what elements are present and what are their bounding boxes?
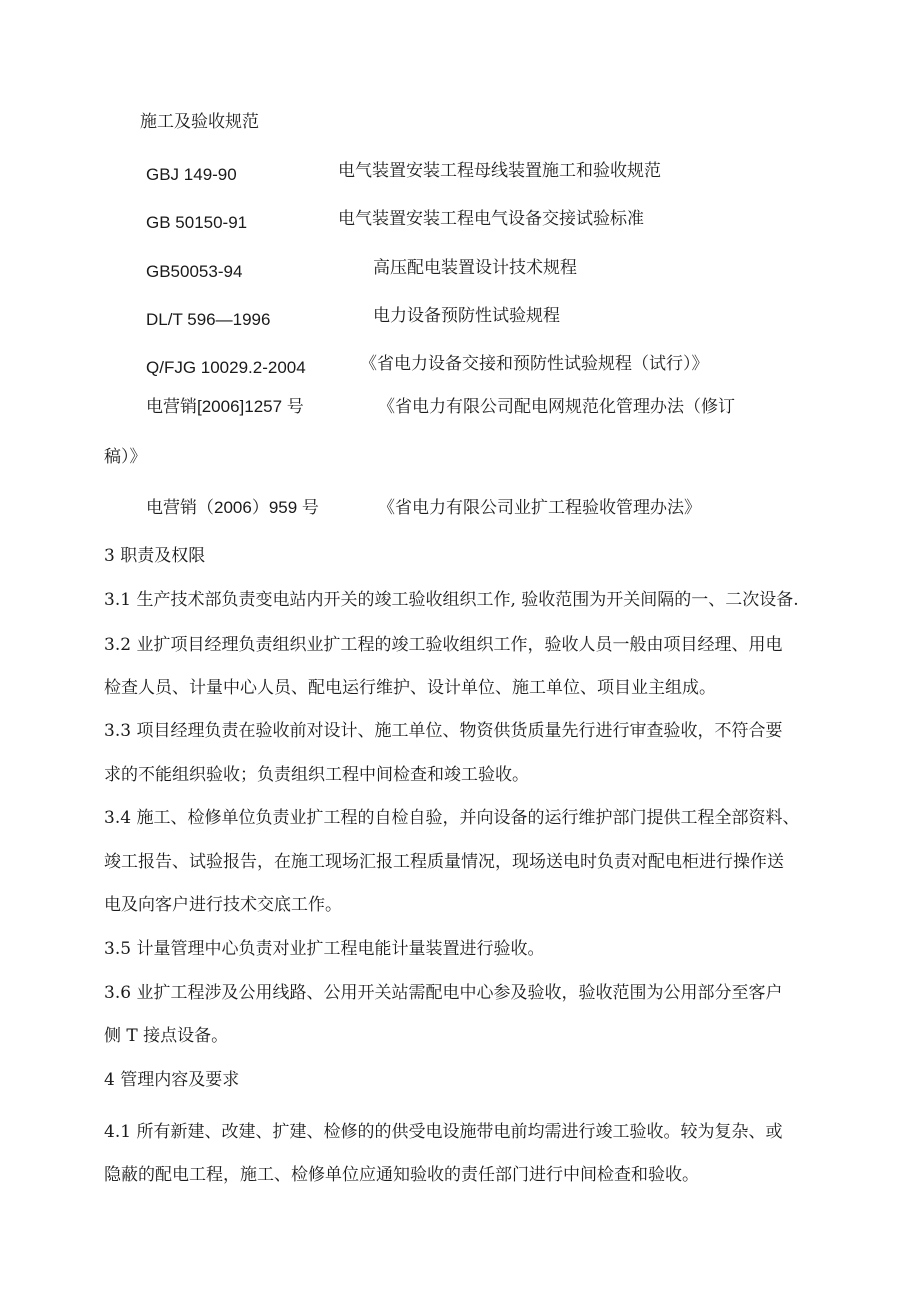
standard-code: 电营销（2006）959 号 xyxy=(146,498,319,517)
paragraph-line: 竣工报告、试验报告，在施工现场汇报工程质量情况，现场送电时负责对配电柜进行操作送 xyxy=(104,852,784,872)
paragraph-line: 电及向客户进行技术交底工作。 xyxy=(104,895,342,915)
section-title: 3 职责及权限 xyxy=(104,546,206,566)
standard-code: DL/T 596—1996 xyxy=(146,310,271,329)
standard-code: GB 50150-91 xyxy=(146,213,248,232)
paragraph-line: 3.1 生产技术部负责变电站内开关的竣工验收组织工作, 验收范围为开关间隔的一、二次设备. xyxy=(104,590,799,610)
standard-title: 《省电力设备交接和预防性试验规程（试行）》 xyxy=(360,354,709,374)
standard-code: 电营销[2006]1257 号 xyxy=(146,397,304,416)
standard-title: 电力设备预防性试验规程 xyxy=(373,306,560,326)
standard-code: Q/FJG 10029.2-2004 xyxy=(146,358,306,377)
standard-title: 《省电力有限公司配电网规范化管理办法（修订 xyxy=(378,397,735,417)
paragraph-line: 求的不能组织验收；负责组织工程中间检查和竣工验收。 xyxy=(104,765,529,785)
standard-title-continuation: 稿）》 xyxy=(104,447,147,467)
paragraph-line: 4.1 所有新建、改建、扩建、检修的的供受电设施带电前均需进行竣工验收。较为复杂、或 xyxy=(104,1122,783,1142)
standard-title: 高压配电装置设计技术规程 xyxy=(373,258,577,278)
standard-title: 《省电力有限公司业扩工程验收管理办法》 xyxy=(378,498,701,518)
paragraph-line: 检查人员、计量中心人员、配电运行维护、设计单位、施工单位、项目业主组成。 xyxy=(104,678,716,698)
standard-title: 电气装置安装工程电气设备交接试验标准 xyxy=(338,209,644,229)
heading-continuation: 施工及验收规范 xyxy=(140,112,259,132)
section-title: 4 管理内容及要求 xyxy=(104,1070,240,1090)
paragraph-line: 3.5 计量管理中心负责对业扩工程电能计量装置进行验收。 xyxy=(104,939,545,959)
paragraph-line: 侧 T 接点设备。 xyxy=(104,1026,229,1046)
standard-code: GBJ 149-90 xyxy=(146,165,237,184)
paragraph-line: 3.2 业扩项目经理负责组织业扩工程的竣工验收组织工作，验收人员一般由项目经理、用电 xyxy=(104,635,783,655)
paragraph-line: 3.3 项目经理负责在验收前对设计、施工单位、物资供货质量先行进行审查验收，不符合要 xyxy=(104,721,783,741)
paragraph-line: 3.4 施工、检修单位负责业扩工程的自检自验，并向设备的运行维护部门提供工程全部资料、 xyxy=(104,808,800,828)
standard-title: 电气装置安装工程母线装置施工和验收规范 xyxy=(338,161,661,181)
standard-code: GB50053-94 xyxy=(146,262,243,281)
paragraph-line: 3.6 业扩工程涉及公用线路、公用开关站需配电中心参及验收，验收范围为公用部分至客户 xyxy=(104,983,783,1003)
paragraph-line: 隐蔽的配电工程，施工、检修单位应通知验收的责任部门进行中间检查和验收。 xyxy=(104,1165,699,1185)
